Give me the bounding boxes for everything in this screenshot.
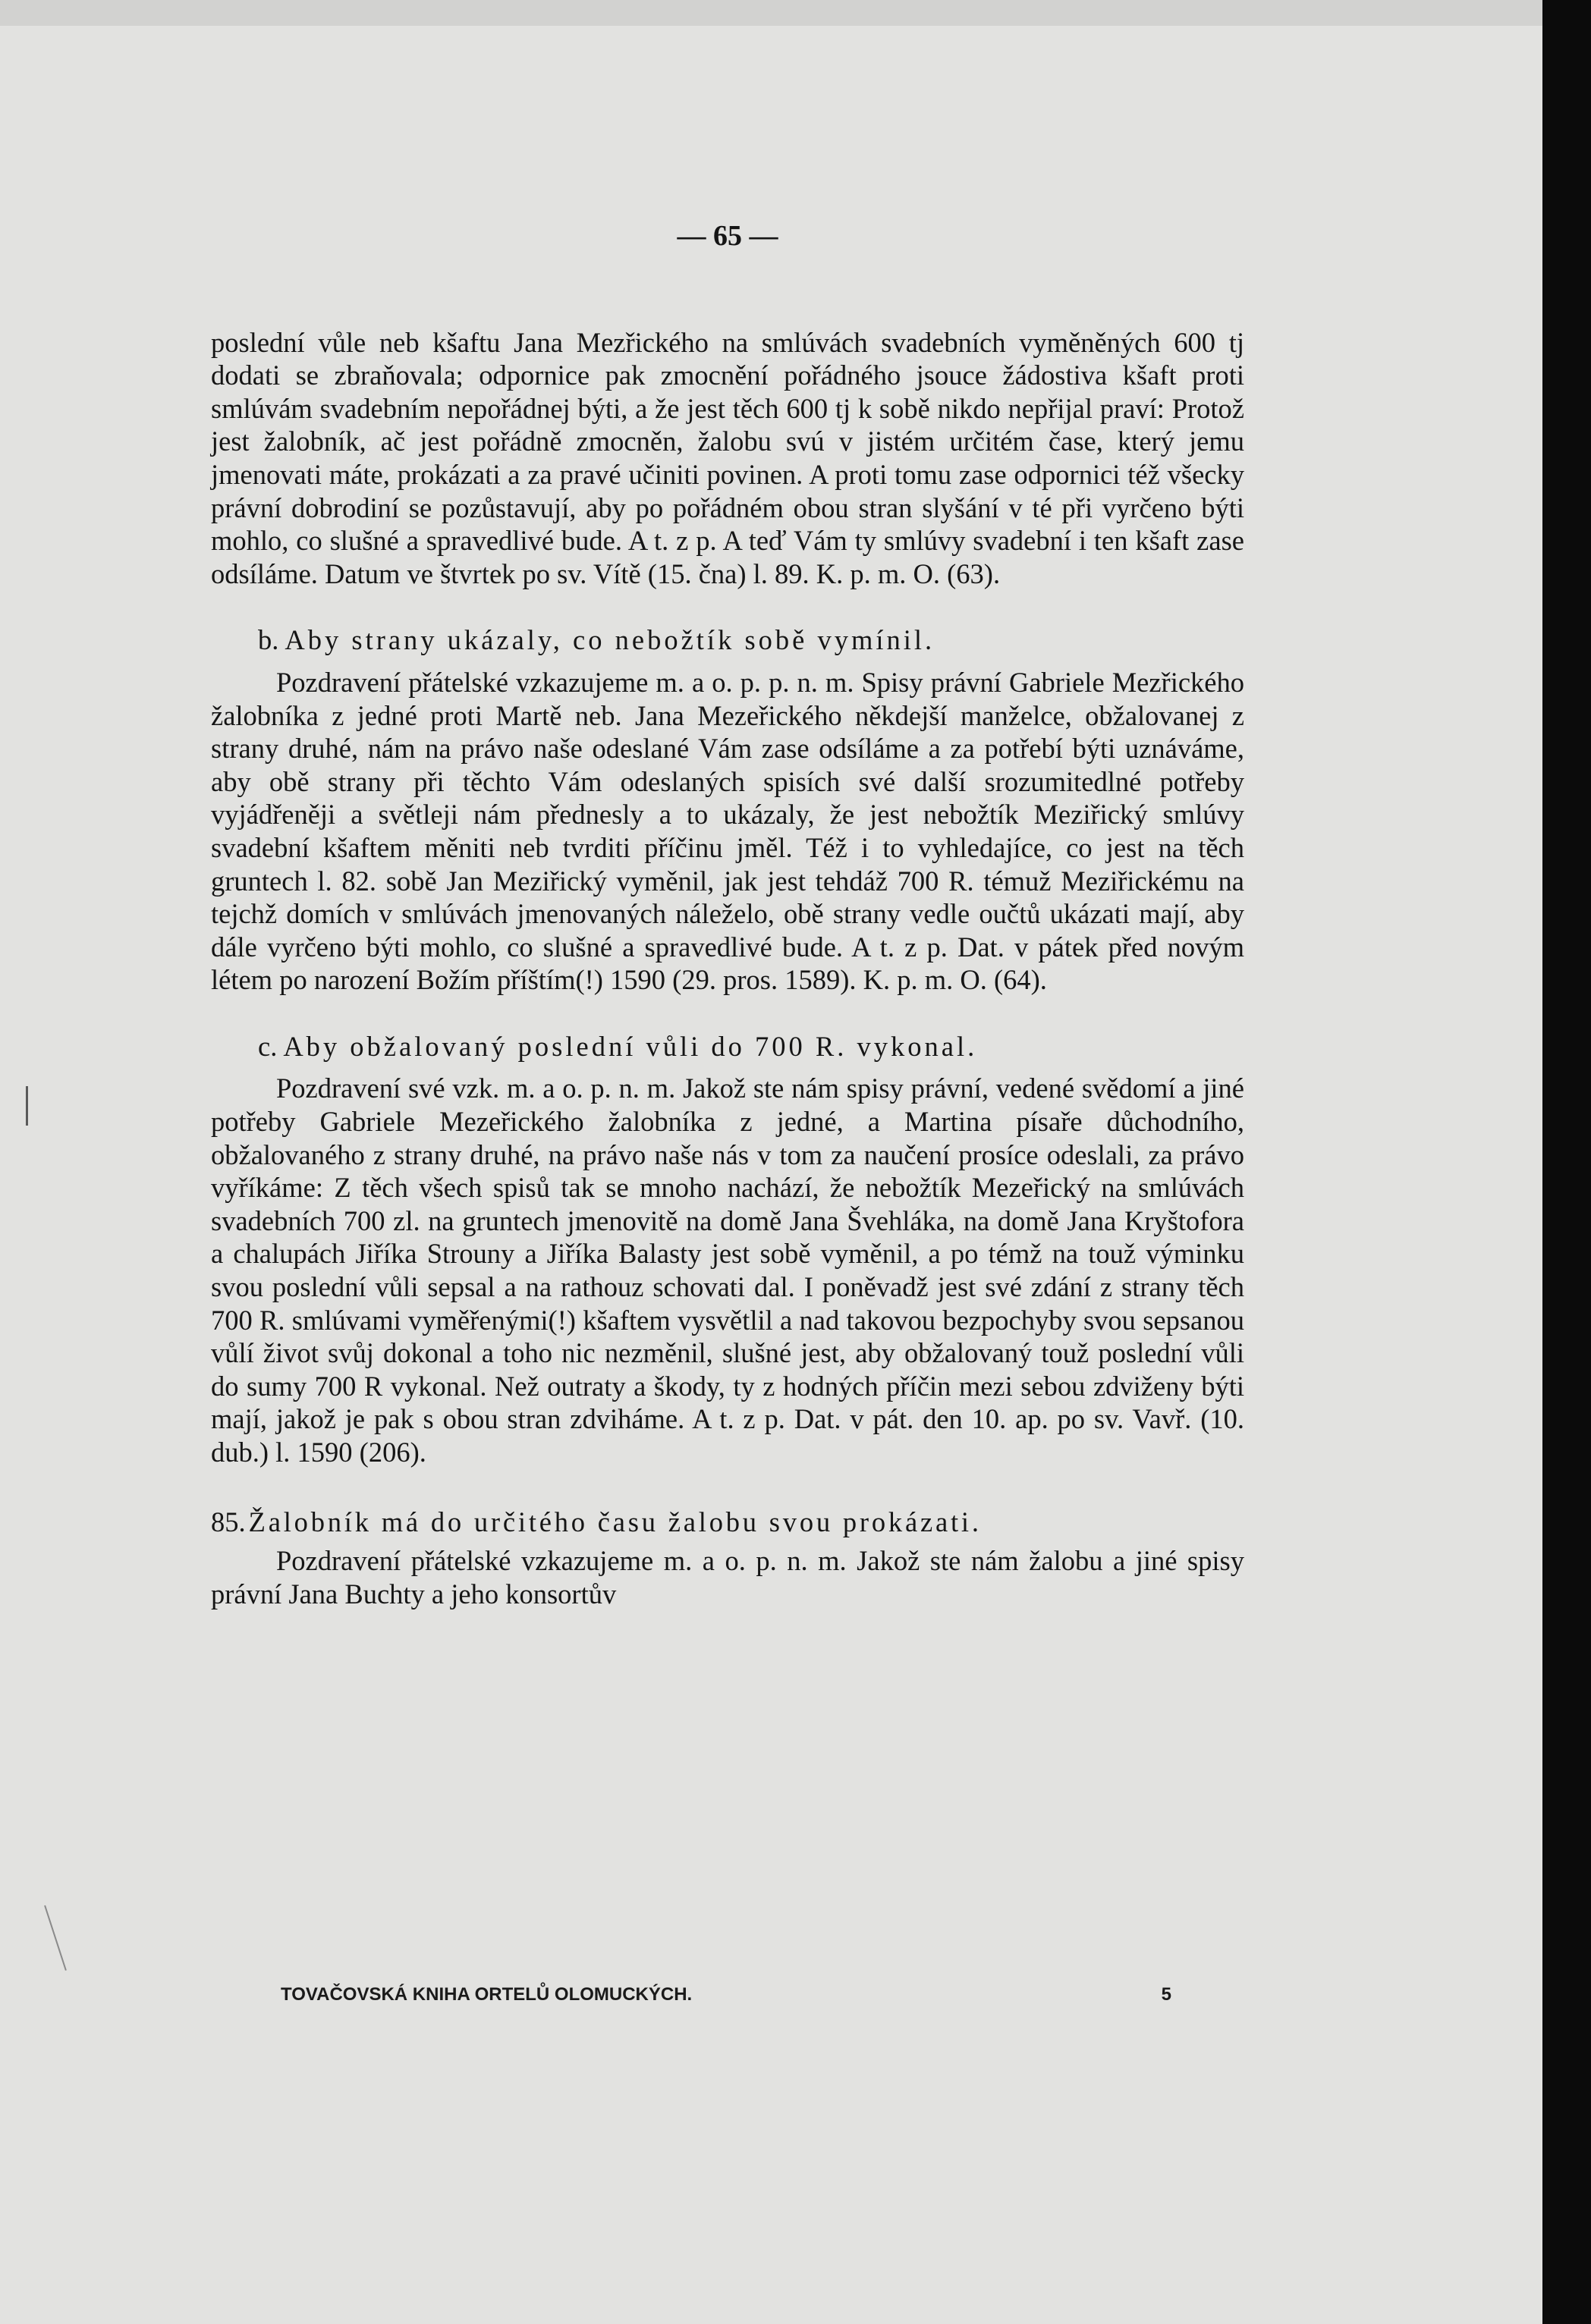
page-number: — 65 — bbox=[677, 220, 778, 252]
section-heading-b bbox=[211, 623, 1244, 657]
left-margin-mark bbox=[26, 1086, 28, 1126]
section-label-c: c. bbox=[258, 1030, 278, 1062]
section-title-85: Žalobník má do určitého času žalobu svou prokázati. bbox=[248, 1506, 982, 1537]
paragraph-2: Pozdravení přátelské vzkazujeme m. a o. p. p. n. m. Spisy právní Gabriele Mezřického žalobníka z jedné proti Martě neb. Jana Mezeřického někdejší manželce, obžalovanej z strany druhé, nám na právo naše odeslané Vám zase odsíláme a za potřebí býti uznáváme, aby obě strany při těchto Vám odeslaných spisích své další srozumitedlné potřeby vyjádřeněji a světleji nám přednesly a to ukázaly, že jest nebožtík Meziřický smlúvy svadební kšaftem měniti neb tvrditi příčinu jměl. Též i to vyhledajíce, co jest na těch gruntech l. 82. sobě Jan Meziřický vyměnil, jak jest tehdáž 700 R. témuž Meziřickému na tejchž domích v smlúvách jmenovaných náleželo, obě strany vedle oučtů ukázati mají, aby dále vyrčeno býti mohlo, co slušné a spravedlivé bude. A t. z p. Dat. v pátek před novým létem po narození Božím příštím(!) 1590 (29. pros. 1589). K. p. m. O. (64). bbox=[211, 666, 1244, 996]
paragraph-4: Pozdravení přátelské vzkazujeme m. a o. p. n. m. Jakož ste nám žalobu a jiné spisy právní Jana Buchty a jeho konsortův bbox=[211, 1545, 1244, 1610]
section-label-b: b. bbox=[258, 624, 279, 656]
scan-top-shadow bbox=[0, 0, 1542, 26]
paragraph-3: Pozdravení své vzk. m. a o. p. n. m. Jakož ste nám spisy právní, vedené svědomí a jiné potřeby Gabriele Mezeřického žalobníka z jedné, a Martina písaře důchodního, obžalovaného z strany druhé, na právo naše nás v tom za naučení prosíce odeslali, za právo vyříkáme: Z těch všech spisů tak se mnoho nachází, že nebožtík Mezeřický na smlúvách svadebních 700 zl. na gruntech jmenovitě na domě Jana Švehláka, na domě Jana Kryštofora a chalupách Jiříka Strouny a Jiříka Balasty jest sobě vyměnil, a po témž na touž výminku svou poslední vůli sepsal a na rathouz schovati dal. I poněvadž jest své zdání z strany těch 700 R. smlúvami vyměřenými(!) kšaftem vysvětlil a nad takovou bezpochyby svou sepsanou vůlí život svůj dokonal a toho nic nezměnil, slušné jest, aby obžalovaný touž poslední vůli do sumy 700 R vykonal. Než outraty a škody, ty z hodných příčin mezi sebou zdviženy býti mají, jakož je pak s obou stran zdviháme. A t. z p. Dat. v pát. den 10. ap. po sv. Vavř. (10. dub.) l. 1590 (206). bbox=[211, 1072, 1244, 1468]
section-title-c: Aby obžalovaný poslední vůli do 700 R. vykonal. bbox=[283, 1030, 978, 1062]
left-margin-scratch bbox=[44, 1905, 67, 1971]
section-heading-c bbox=[211, 1030, 1244, 1063]
paragraph-1: poslední vůle neb kšaftu Jana Mezřického na smlúvách svadebních vyměněných 600 tj dodati se zbraňovala; odpornice pak zmocnění pořádného jsouce žádostiva kšaft proti smlúvám svadebním nepořádnej býti, a že jest těch 600 tj k sobě nikdo nepřijal praví: Protož jest žalobník, ač jest pořádně zmocněn, žalobu svú v jistém určitém čase, který jemu jmenovati máte, prokázati a za pravé učiniti povinen. A proti tomu zase odpornici též všecky právní dobrodiní se pozůstavují, aby po pořádném obou stran slyšání v té při vyrčeno býti mohlo, co slušné a spravedlivé bude. A t. z p. A teď Vám ty smlúvy svadební i ten kšaft zase odsíláme. Datum ve štvrtek po sv. Vítě (15. čna) l. 89. K. p. m. O. (63). bbox=[211, 326, 1244, 589]
page-footer bbox=[281, 1984, 1171, 2005]
footer-title: TOVAČOVSKÁ KNIHA ORTELŮ OLOMUCKÝCH. bbox=[281, 1984, 693, 2005]
page-content bbox=[211, 220, 1244, 1610]
signature-mark: 5 bbox=[1161, 1984, 1171, 2005]
scan-right-border bbox=[1542, 0, 1591, 2324]
section-label-85: 85. bbox=[211, 1506, 246, 1537]
section-title-b: Aby strany ukázaly, co nebožtík sobě vymínil. bbox=[285, 624, 935, 656]
section-heading-85 bbox=[211, 1506, 1244, 1539]
